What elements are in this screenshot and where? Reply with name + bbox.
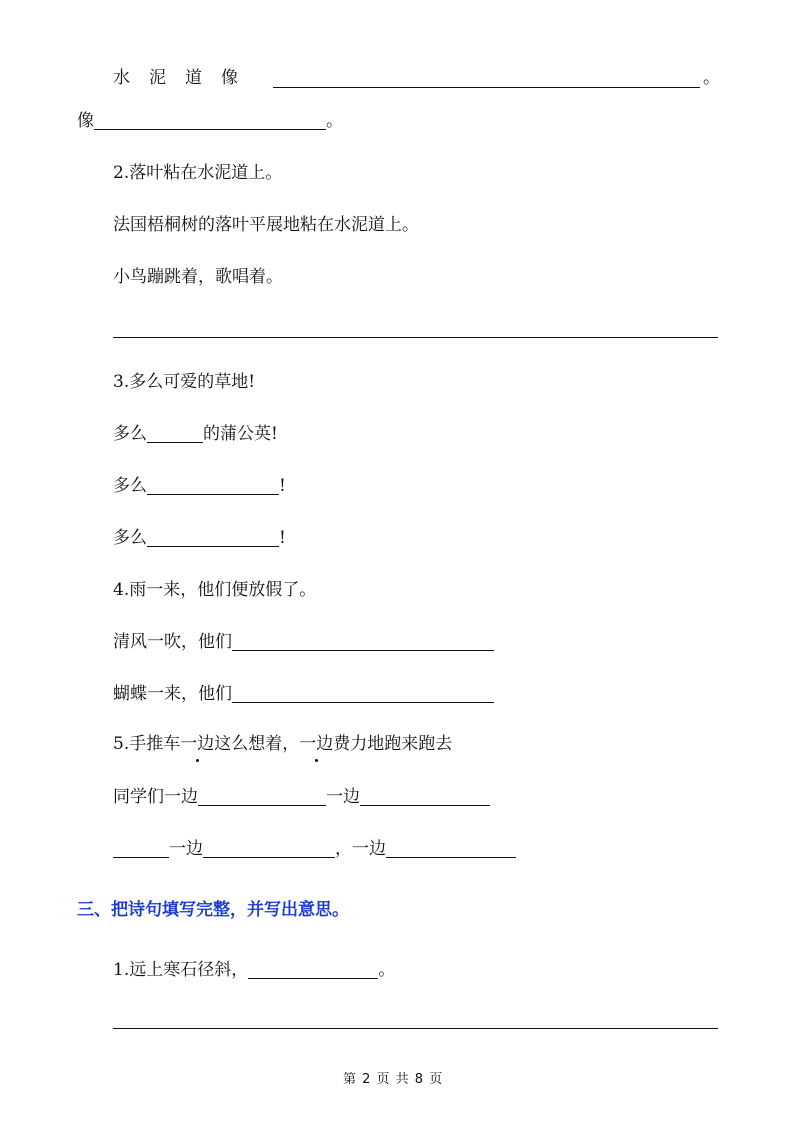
item4-title: 4.雨一来，他们便放假了。 — [113, 580, 317, 600]
item1-char: 水 — [113, 68, 130, 88]
item2-title: 2.落叶粘在水泥道上。 — [113, 163, 283, 183]
section3-q1-suffix: 。 — [378, 960, 396, 980]
item5-row2-sep: ，一边 — [335, 839, 386, 859]
item1-answer-blank[interactable] — [273, 87, 700, 88]
item1-line2-prefix: 像 — [77, 111, 94, 131]
item3-row3-blank[interactable] — [147, 528, 279, 547]
item5-title-d-emphasis: 一边 — [299, 734, 334, 754]
item1-period: 。 — [703, 68, 720, 88]
item3-row1 — [113, 423, 278, 445]
section3-heading: 三、把诗句填写完整，并写出意思。 — [77, 900, 349, 920]
item2-prompt: 小鸟蹦跳着，歌唱着。 — [113, 267, 283, 287]
item4-row1-blank[interactable] — [232, 632, 494, 651]
item1-line2-blank[interactable] — [94, 111, 326, 130]
item5-row1-blank2[interactable] — [360, 787, 490, 806]
item5-row2-blank1[interactable] — [113, 839, 169, 858]
item1-char: 像 — [221, 68, 238, 88]
item5-row2-blank3[interactable] — [386, 839, 516, 858]
item3-row2 — [113, 475, 286, 497]
item3-row1-suffix: 的蒲公英! — [203, 424, 278, 444]
item3-row3 — [113, 527, 286, 549]
item3-row2-suffix: ! — [279, 476, 286, 496]
item5-row2 — [113, 838, 516, 860]
item3-title: 3.多么可爱的草地! — [113, 372, 256, 392]
item2-answer-line[interactable] — [113, 337, 718, 338]
item5-row2-mid: 一边 — [169, 839, 203, 859]
item5-row1-mid: 一边 — [326, 787, 360, 807]
item5-row1 — [113, 786, 490, 808]
item3-row2-prefix: 多么 — [113, 476, 147, 496]
item5-title — [113, 733, 452, 755]
item5-title-a: 5.手推车 — [113, 734, 181, 754]
item3-row1-prefix: 多么 — [113, 424, 147, 444]
item5-title-e: 费力地跑来跑去 — [333, 734, 453, 754]
item1-char: 泥 — [149, 68, 166, 88]
section3-q1-blank[interactable] — [248, 960, 378, 979]
item4-row2-prefix: 蝴蝶一来，他们 — [113, 684, 232, 704]
item5-row1-prefix: 同学们一边 — [113, 787, 198, 807]
item4-row1-prefix: 清风一吹，他们 — [113, 632, 232, 652]
page-footer: 第 2 页 共 8 页 — [343, 1072, 444, 1087]
item3-row1-blank[interactable] — [147, 424, 203, 443]
item3-row3-prefix: 多么 — [113, 528, 147, 548]
item1-line2-period: 。 — [326, 111, 343, 131]
item1-line1 — [113, 67, 238, 89]
item3-row3-suffix: ! — [279, 528, 286, 548]
item5-title-b-emphasis: 一边 — [180, 734, 215, 754]
item3-row2-blank[interactable] — [147, 476, 279, 495]
item5-row1-blank1[interactable] — [198, 787, 326, 806]
item2-example: 法国梧桐树的落叶平展地粘在水泥道上。 — [113, 215, 419, 235]
section3-q1-prefix: 1.远上寒石径斜， — [113, 960, 249, 980]
item4-row2-blank[interactable] — [232, 684, 494, 703]
item5-title-c: 这么想着， — [214, 734, 300, 754]
section3-q1 — [113, 959, 395, 981]
item1-char: 道 — [185, 68, 202, 88]
item4-row1 — [113, 631, 494, 653]
item4-row2 — [113, 683, 494, 705]
item1-line2 — [77, 110, 343, 132]
item5-row2-blank2[interactable] — [203, 839, 335, 858]
section3-answer-line[interactable] — [113, 1028, 718, 1029]
